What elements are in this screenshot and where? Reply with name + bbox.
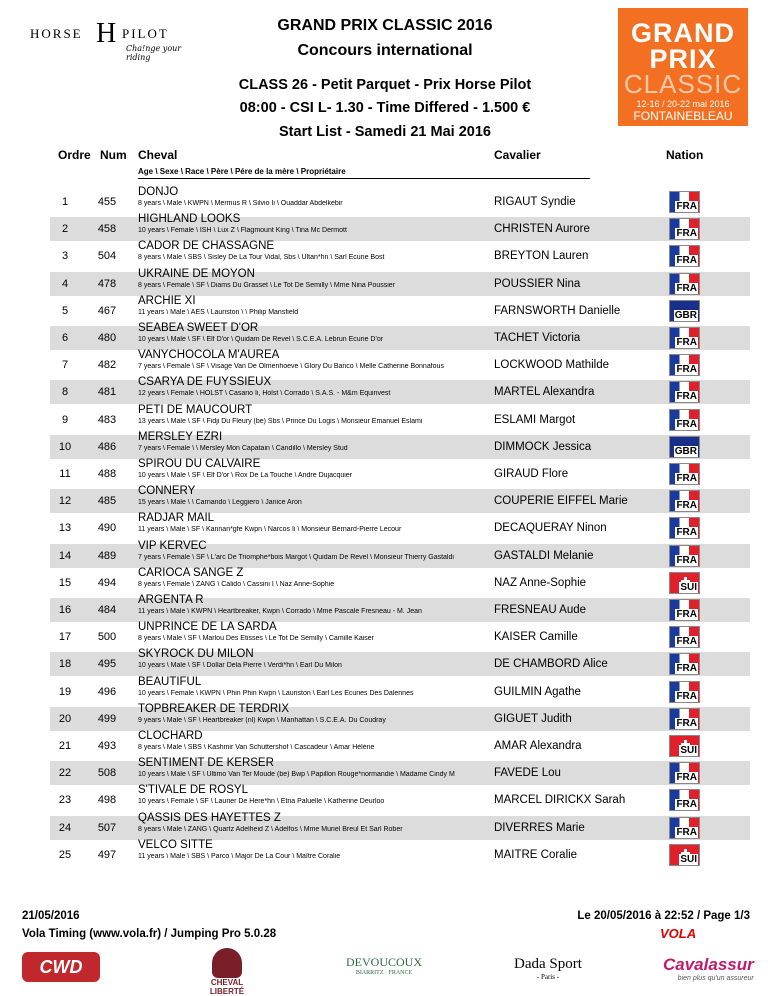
row-horse-name: MERSLEY EZRI: [138, 430, 223, 443]
nation-code: FRA: [676, 527, 697, 539]
nation-code: FRA: [676, 772, 697, 784]
table-row: [50, 240, 750, 268]
nation-code: FRA: [676, 337, 697, 348]
row-ordre: 17: [58, 631, 72, 644]
row-num: 497: [97, 848, 117, 861]
nation-code: FRA: [676, 364, 697, 376]
nation-flag-icon: [669, 789, 700, 811]
row-horse-name: S'TIVALE DE ROSYL: [138, 784, 248, 797]
row-num: 482: [97, 359, 117, 372]
event-title: GRAND PRIX CLASSIC 2016: [277, 17, 493, 34]
table-row: [50, 267, 750, 296]
row-horse-name: SKYROCK DU MILON: [138, 648, 254, 661]
row-rider: NAZ Anne-Sophie: [494, 576, 587, 589]
nation-flag-icon: [669, 817, 700, 839]
table-row: [50, 322, 750, 350]
row-rider: MAITRE Coralie: [494, 848, 578, 861]
row-num: 489: [97, 549, 117, 562]
row-num: 494: [97, 576, 117, 589]
nation-flag-icon: [669, 572, 700, 594]
table-row: [50, 566, 750, 595]
col-nation: Nation: [666, 148, 704, 162]
row-ordre: 10: [58, 440, 72, 453]
row-horse-name: TOPBREAKER DE TERDRIX: [138, 702, 290, 715]
nation-code: GBR: [674, 309, 697, 321]
table-row: [50, 349, 750, 377]
row-num: 455: [97, 196, 117, 208]
table-row: [50, 403, 750, 432]
row-num: 481: [97, 386, 117, 399]
row-horse-name: VELCO SITTE: [138, 838, 213, 851]
row-rider: GUILMIN Agathe: [494, 685, 581, 698]
table-row: [50, 512, 750, 540]
gp-logo-line3: CLASSIC: [623, 69, 743, 99]
row-ordre: 12: [58, 495, 72, 508]
row-rider: FAVEDE Lou: [494, 767, 561, 780]
row-rider: MARTEL Alexandra: [494, 386, 595, 399]
nation-flag-icon: [669, 273, 700, 295]
gp-logo-line1: GRAND: [631, 18, 735, 48]
sponsor-cwd-logo: CWD: [22, 952, 100, 982]
row-ordre: 25: [58, 848, 72, 861]
nation-flag-icon: [669, 844, 700, 866]
nation-code: FRA: [676, 717, 697, 729]
row-horse-name: HIGHLAND LOOKS: [138, 213, 241, 226]
subheader-divider: [138, 178, 590, 179]
nation-flag-icon: [669, 245, 700, 267]
row-rider: DIMMOCK Jessica: [494, 440, 592, 453]
table-row: [50, 757, 750, 785]
table-row: [50, 485, 750, 513]
row-horse-detail: 10 years \ Female \ KWPN \ Phin Phin Kwpn \ Lauriston \ Earl Les Ecuries Des Dalennes: [138, 689, 414, 697]
row-rider: FRESNEAU Aude: [494, 604, 587, 616]
table-row: [50, 702, 750, 731]
row-ordre: 11: [59, 468, 71, 480]
nation-code: FRA: [676, 690, 697, 702]
nation-flag-icon: [669, 599, 700, 621]
row-ordre: 16: [58, 604, 72, 616]
table-row: [50, 784, 750, 812]
row-ordre: 4: [61, 277, 69, 290]
row-horse-name: UNPRINCE DE LA SARDA: [138, 621, 277, 634]
row-horse-name: SPIROU DU CALVAIRE: [138, 458, 261, 470]
row-ordre: 6: [61, 332, 69, 344]
nation-code: FRA: [676, 500, 697, 512]
sponsor-devoucoux-logo: [346, 955, 422, 976]
row-horse-detail: 7 years \ Female \ SF \ Visage Van De Olmenhoeve \ Glory Du Banco \ Melle Catherine Bonnafous: [138, 363, 444, 371]
row-horse-name: CARIOCA SANGE Z: [138, 566, 244, 579]
row-rider: MARCEL DIRICKX Sarah: [494, 794, 626, 807]
row-num: 483: [97, 413, 117, 426]
row-num: 504: [97, 250, 117, 263]
row-num: 467: [97, 304, 117, 317]
row-horse-name: VANYCHOCOLA M'AUREA: [138, 349, 280, 362]
row-num: 495: [97, 658, 117, 671]
row-horse-detail: 8 years \ Female \ ZANG \ Calido \ Cassini I \ Naz Anne-Sophie: [138, 580, 335, 588]
nation-flag-icon: [669, 517, 700, 539]
row-ordre: 21: [58, 740, 72, 752]
row-horse-name: BEAUTIFUL: [138, 675, 202, 688]
nation-code: FRA: [676, 201, 697, 212]
nation-code: FRA: [676, 228, 697, 240]
horse-head-icon: [212, 948, 242, 978]
row-ordre: 24: [58, 821, 72, 834]
table-row: [50, 811, 750, 840]
table-row: [50, 675, 750, 704]
nation-flag-icon: [669, 735, 700, 757]
row-num: 496: [97, 685, 117, 698]
nation-code: SUI: [680, 853, 697, 865]
table-row: [50, 213, 750, 241]
row-horse-detail: 10 years \ Male \ SF \ Dollar Dela Pierre \ Verdi*hn \ Earl Du Milon: [138, 662, 342, 670]
row-horse-detail: 8 years \ Male \ KWPN \ Mermus R \ Silvio Ii \ Ouaddar Abdelkebir: [138, 200, 343, 207]
row-ordre: 5: [61, 304, 69, 317]
nation-flag-icon: [669, 708, 700, 730]
sponsor-devoucoux-sub: BIARRITZ · FRANCE: [355, 970, 413, 976]
table-row: [50, 430, 750, 459]
nation-code: GBR: [674, 445, 697, 457]
table-row: [50, 539, 750, 568]
logo-mark: H: [96, 18, 117, 49]
row-rider: DE CHAMBORD Alice: [494, 658, 608, 671]
row-ordre: 9: [61, 413, 69, 426]
row-rider: KAISER Camille: [494, 631, 578, 644]
row-rider: CHRISTEN Aurore: [494, 223, 590, 236]
sponsor-devoucoux-label: DEVOUCOUX: [346, 955, 422, 969]
row-num: 493: [97, 740, 117, 752]
row-ordre: 3: [61, 250, 69, 263]
row-horse-detail: 11 years \ Male \ SBS \ Parco \ Major De La Cour \ Maître Coralie: [138, 852, 341, 860]
nation-flag-icon: [669, 327, 700, 349]
row-ordre: 18: [58, 658, 72, 671]
table-row: [50, 294, 750, 323]
row-horse-name: PETI DE MAUCOURT: [138, 403, 253, 416]
row-rider: TACHET Victoria: [494, 332, 581, 344]
nation-flag-icon: [669, 218, 700, 240]
row-ordre: 14: [58, 549, 72, 562]
nation-code: FRA: [676, 554, 697, 566]
row-num: 486: [97, 440, 117, 453]
row-ordre: 7: [61, 359, 69, 372]
row-horse-detail: 11 years \ Male \ SF \ Kannan*gfe Kwpn \ Narcos Ii \ Monsieur Bernard-Pierre Lecour: [138, 526, 402, 534]
horse-pilot-logo: [30, 18, 190, 62]
row-ordre: 23: [58, 794, 72, 807]
class-line: CLASS 26 - Petit Parquet - Prix Horse Pilot: [238, 77, 532, 93]
row-ordre: 19: [58, 685, 72, 698]
footer-software: Vola Timing (www.vola.fr) / Jumping Pro 5.0.28: [22, 928, 277, 940]
nation-flag-icon: [669, 409, 700, 431]
row-horse-detail: 7 years \ Female \ \ Mersley Mon Capatain \ Candillo \ Mersley Stud: [138, 444, 348, 452]
row-horse-name: SENTIMENT DE KERSER: [138, 757, 274, 770]
row-num: 478: [97, 277, 117, 290]
row-num: 458: [97, 223, 117, 236]
nation-flag-icon: [669, 300, 700, 322]
row-horse-detail: 8 years \ Female \ SF \ Diams Du Grasset \ Le Tot De Semilly \ Mme Nina Poussier: [138, 281, 396, 289]
col-cavalier: Cavalier: [494, 148, 541, 162]
row-horse-name: ARCHIE XI: [138, 294, 196, 307]
event-subtitle: Concours international: [297, 42, 473, 59]
gp-logo-place: FONTAINEBLEAU: [633, 109, 733, 123]
table-row: [50, 458, 750, 486]
nation-flag-icon: [669, 463, 700, 485]
row-rider: POUSSIER Nina: [494, 277, 581, 290]
col-subheader: Age \ Sexe \ Race \ Père \ Pére de la mère \ Propriétaire: [138, 167, 346, 176]
logo-word-horse: HORSE: [30, 26, 83, 41]
nation-code: FRA: [676, 418, 697, 430]
row-ordre: 2: [61, 223, 69, 236]
row-rider: GIGUET Judith: [494, 712, 572, 725]
row-horse-detail: 11 years \ Male \ AES \ Lauriston \ \ Philip Mansfield: [138, 308, 299, 316]
row-horse-name: VIP KERVEC: [138, 539, 207, 552]
footer-date: 21/05/2016: [22, 910, 80, 922]
sponsor-cavalassur-sub: bien plus qu'un assureur: [677, 975, 754, 982]
gp-logo-dates: 12-16 / 20-22 mai 2016: [636, 99, 730, 109]
row-horse-name: CADOR DE CHASSAGNE: [138, 240, 275, 253]
table-row: [50, 594, 750, 622]
sponsor-cheval-liberte-logo: [205, 948, 249, 996]
row-horse-name: CLOCHARD: [138, 730, 203, 742]
col-cheval: Cheval: [138, 148, 178, 162]
row-ordre: 20: [58, 712, 72, 725]
row-horse-detail: 8 years \ Male \ SBS \ Kashmir Van Schuttershof \ Cascadeur \ Amar Hélène: [138, 744, 375, 751]
sponsor-cheval-label: CHEVAL LIBERTÉ: [209, 978, 245, 996]
row-horse-detail: 9 years \ Male \ SF \ Heartbreaker (nl) Kwpn \ Manhattan \ S.C.E.A. Du Coudray: [138, 716, 386, 724]
logo-word-pilot: PILOT: [122, 26, 169, 41]
row-horse-detail: 12 years \ Female \ HOLST \ Casario Ii, Holst \ Corrado \ S.A.S. - M&m Equinvest: [138, 390, 391, 398]
row-num: 507: [97, 821, 117, 834]
row-rider: GASTALDI Melanie: [494, 549, 594, 562]
nation-flag-icon: [669, 354, 700, 376]
nation-code: FRA: [676, 473, 697, 484]
row-horse-detail: 8 years \ Male \ SF \ Marlou Des Etisses \ Le Tot De Semilly \ Camille Kaiser: [138, 635, 375, 643]
row-ordre: 1: [61, 196, 69, 208]
nation-flag-icon: [669, 490, 700, 512]
nation-code: FRA: [676, 391, 697, 403]
table-row: [50, 648, 750, 676]
row-num: 485: [97, 495, 117, 508]
row-num: 508: [97, 767, 117, 780]
row-rider: COUPERIE EIFFEL Marie: [494, 495, 628, 508]
row-num: 490: [97, 522, 117, 535]
row-horse-detail: 10 years \ Female \ ISH \ Lux Z \ Flagmount King \ Tina Mc Dermott: [138, 227, 347, 235]
table-row: [50, 838, 750, 867]
sponsor-dada-logo: [514, 956, 582, 981]
nation-flag-icon: [669, 626, 700, 648]
row-horse-name: CSARYA DE FUYSSIEUX: [138, 376, 272, 389]
row-horse-name: ARGENTA R: [138, 594, 204, 606]
row-horse-detail: 15 years \ Male \ \ Carnando \ Leggiero \ Janice Aron: [138, 499, 302, 507]
row-num: 484: [97, 604, 117, 616]
nation-code: FRA: [676, 826, 697, 838]
row-rider: RIGAUT Syndie: [494, 196, 576, 208]
nation-code: FRA: [676, 636, 697, 648]
row-num: 480: [97, 332, 117, 344]
row-num: 498: [97, 794, 117, 807]
table-row: [50, 621, 750, 649]
row-horse-detail: 8 years \ Male \ SBS \ Sisley De La Tour Vidal, Sbs \ Ultan*hn \ Sarl Ecurie Bost: [138, 254, 385, 262]
nation-code: FRA: [676, 799, 697, 811]
col-ordre: Ordre: [58, 148, 91, 162]
nation-code: FRA: [676, 663, 697, 675]
row-num: 499: [97, 712, 117, 725]
nation-code: SUI: [680, 745, 697, 756]
sponsor-cavalassur-logo: [663, 955, 754, 982]
row-horse-name: RADJAR MAIL: [138, 512, 215, 525]
row-rider: DECAQUERAY Ninon: [494, 522, 607, 535]
row-rider: DIVERRES Marie: [494, 821, 585, 834]
footer-printed: Le 20/05/2016 à 22:52 / Page 1/3: [577, 910, 750, 922]
nation-flag-icon: [669, 191, 700, 213]
row-horse-detail: 10 years \ Male \ SF \ Elf D'or \ Rox De La Touche \ Andre Dujacquier: [138, 472, 353, 479]
row-rider: LOCKWOOD Mathilde: [494, 359, 610, 372]
nation-code: FRA: [676, 255, 697, 267]
time-line: 08:00 - CSI L- 1.30 - Time Differed - 1.500 €: [239, 100, 531, 116]
gp-logo-line2: PRIX: [649, 44, 717, 74]
row-horse-detail: 11 years \ Male \ KWPN \ Heartbreaker, Kwpn \ Corrado \ Mme Pascale Fresneau - M. Jean: [138, 608, 422, 615]
nation-code: SUI: [680, 581, 697, 593]
row-horse-detail: 8 years \ Male \ ZANG \ Quartz Adelheid Z \ Adelfos \ Mme Muriel Breul Et Sarl Rober: [138, 825, 403, 833]
row-horse-detail: 10 years \ Male \ SF \ Elf D'or \ Quidam De Revel \ S.C.E.A. Lebrun Ecurie D'or: [138, 336, 384, 343]
row-rider: ESLAMI Margot: [494, 413, 576, 426]
row-num: 488: [97, 468, 117, 480]
table-row: [50, 376, 750, 404]
row-horse-name: UKRAINE DE MOYON: [138, 267, 255, 280]
nation-flag-icon: [669, 381, 700, 403]
vola-logo: VOLA: [660, 926, 697, 941]
row-ordre: 15: [58, 576, 72, 589]
table-row: [50, 730, 750, 758]
row-ordre: 22: [58, 767, 72, 780]
nation-code: FRA: [676, 609, 697, 620]
nation-flag-icon: [669, 653, 700, 675]
col-num: Num: [100, 148, 127, 162]
startlist-line: Start List - Samedi 21 Mai 2016: [279, 124, 491, 140]
nation-flag-icon: [669, 545, 700, 567]
grand-prix-classic-logo: [618, 8, 748, 126]
table-row: [50, 186, 750, 214]
logo-tagline: Cha!nge your riding: [126, 44, 182, 62]
row-rider: GIRAUD Flore: [494, 468, 569, 480]
row-horse-detail: 13 years \ Male \ SF \ Fidji Du Fleury (be) Sbs \ Prince Du Logis \ Monsieur Emanuel Eslami: [138, 417, 423, 425]
sponsor-dada-sub: - Paris -: [536, 973, 560, 981]
document-titles: [200, 14, 570, 144]
sponsor-dada-label: Dada Sport: [514, 956, 582, 972]
row-num: 500: [97, 631, 117, 644]
row-rider: FARNSWORTH Danielle: [494, 304, 621, 317]
row-horse-name: CONNERY: [138, 485, 196, 498]
row-horse-detail: 10 years \ Female \ SF \ Laurier De Here*hn \ Etna Paluelle \ Katherine Deurloo: [138, 798, 385, 806]
row-ordre: 13: [58, 522, 72, 535]
row-horse-name: QASSIS DES HAYETTES Z: [138, 811, 281, 824]
row-horse-detail: 7 years \ Female \ SF \ L'arc De Triomphe*bois Margot \ Quidam De Revel \ Monsieur Thierry Gastaldi: [138, 553, 454, 561]
sponsor-cavalassur-label: Cavalassur: [663, 955, 754, 974]
nation-flag-icon: [669, 436, 700, 458]
nation-flag-icon: [669, 681, 700, 703]
row-rider: AMAR Alexandra: [494, 740, 582, 752]
row-ordre: 8: [61, 386, 69, 399]
row-horse-detail: 10 years \ Male \ SF \ Ultimo Van Ter Moude (be) Bwp \ Papillon Rouge*normandie \ Madame Cindy M: [138, 771, 455, 779]
nation-code: FRA: [676, 282, 697, 294]
row-horse-name: DONJO: [138, 186, 179, 198]
row-horse-name: SEABEA SWEET D'OR: [138, 322, 259, 334]
row-rider: BREYTON Lauren: [494, 250, 589, 263]
nation-flag-icon: [669, 762, 700, 784]
